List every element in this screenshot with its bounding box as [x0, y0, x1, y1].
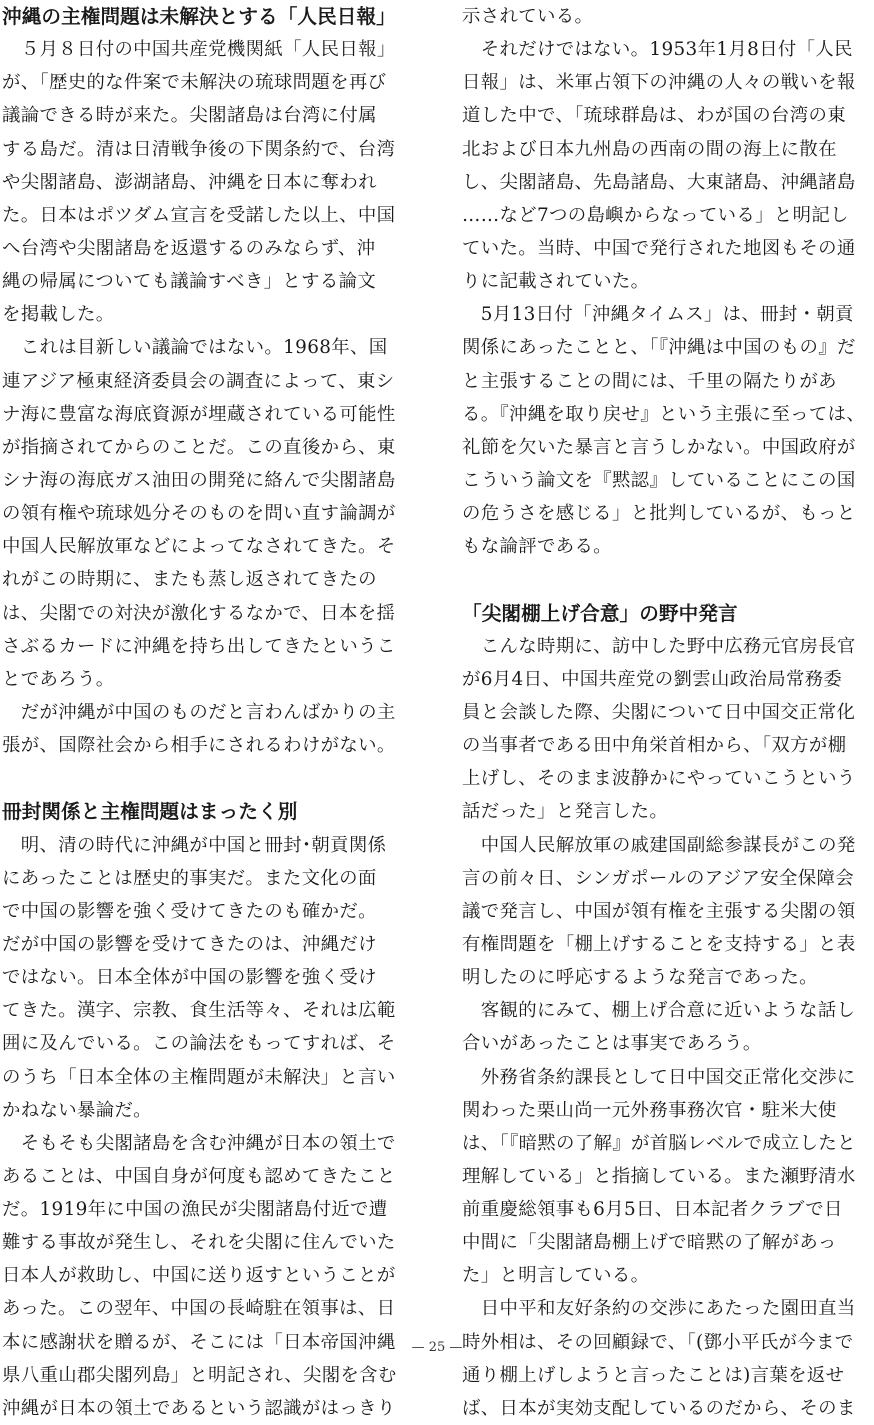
- text-line: 話だった」と発言した。: [462, 801, 669, 823]
- section-heading: 「尖閣棚上げ合意」の野中発言: [462, 601, 738, 625]
- text-line: だが中国の影響を受けてきたのは、沖縄だけ: [2, 933, 377, 955]
- text-line: あることは、中国自身が何度も認めてきたこと: [2, 1165, 396, 1187]
- text-line: てきた。漢字、宗教、食生活等々、それは広範: [2, 1000, 396, 1022]
- text-line: 中国人民解放軍などによってなされてきた。そ: [2, 536, 396, 558]
- text-line: ではない。日本全体が中国の影響を強く受け: [2, 967, 377, 989]
- text-line: で中国の影響を強く受けてきたのも確かだ。: [2, 900, 377, 922]
- text-line: もな論評である。: [462, 536, 612, 558]
- text-line: だが沖縄が中国のものだと言わんばかりの主: [2, 701, 396, 723]
- text-line: 日中平和友好条約の交渉にあたった園田直当: [462, 1298, 856, 1320]
- right-column: [462, 0, 872, 1425]
- text-line: 関係にあったことと、「『沖縄は中国のもの』だ: [462, 337, 856, 359]
- text-line: が指摘されてからのことだ。この直後から、東: [2, 436, 396, 458]
- text-line: シナ海の海底ガス油田の開発に絡んで尖閣諸島: [2, 469, 396, 491]
- text-line: 言の前々日、シンガポールのアジア安全保障会: [462, 867, 854, 889]
- text-line: 県八重山郡尖閣列島」と明記され、尖閣を含む: [2, 1364, 397, 1386]
- text-line: 客観的にみて、棚上げ合意に近いような話し: [462, 1000, 856, 1022]
- text-line: のうち「日本全体の主権問題が未解決」と言い: [2, 1066, 396, 1088]
- text-line: 関わった栗山尚一元外務事務次官・駐米大使: [462, 1099, 837, 1121]
- text-line: かねない暴論だ。: [2, 1099, 152, 1121]
- text-line: ナ海に豊富な海底資源が埋蔵されている可能性: [2, 403, 396, 425]
- paragraph-gap: [2, 762, 412, 795]
- text-line: の当事者である田中角栄首相から、「双方が棚: [462, 735, 847, 757]
- text-line: 本に感謝状を贈るが、そこには「日本帝国沖縄: [2, 1331, 396, 1353]
- text-line: 通り棚上げしようと言ったことは)言葉を返せ: [462, 1364, 845, 1386]
- text-line: た。日本はポツダム宣言を受諾した以上、中国: [2, 204, 396, 226]
- text-line: だ。1919年に中国の漁民が尖閣諸島付近で遭: [2, 1199, 388, 1221]
- text-line: 囲に及んでいる。この論法をもってすれば、そ: [2, 1033, 396, 1055]
- text-line: の危うさを感じる」と批判しているが、もっと: [462, 503, 856, 525]
- text-line: それだけではない。1953年1月8日付「人民: [462, 39, 853, 61]
- text-line: 員と会談した際、尖閣について日中国交正常化: [462, 701, 856, 723]
- text-line: は、「『暗黙の了解』が首脳レベルで成立したと: [462, 1132, 856, 1154]
- text-line: ５月８日付の中国共産党機関紙「人民日報」: [2, 39, 396, 61]
- text-line: は、尖閣での対決が激化するなかで、日本を揺: [2, 602, 396, 624]
- text-line: そもそも尖閣諸島を含む沖縄が日本の領土で: [2, 1132, 396, 1154]
- text-line: 日報」は、米軍占領下の沖縄の人々の戦いを報: [462, 72, 856, 94]
- text-line: こんな時期に、訪中した野中広務元官房長官: [462, 635, 856, 657]
- text-line: にあったことは歴史的事実だ。また文化の面: [2, 867, 377, 889]
- text-line: 明、清の時代に沖縄が中国と冊封･朝貢関係: [2, 834, 387, 856]
- text-line: 時外相は、その回顧録で、「(鄧小平氏が今まで: [462, 1331, 854, 1353]
- left-column: [2, 0, 412, 1425]
- text-line: の領有権や琉球処分そのものを問い直す論調が: [2, 503, 396, 525]
- text-line: へ台湾や尖閣諸島を返還するのみならず、沖: [2, 237, 376, 259]
- text-line: これは目新しい議論ではない。1968年、国: [2, 337, 388, 359]
- section-heading: 沖縄の主権問題は未解決とする「人民日報」: [2, 5, 396, 28]
- text-line: ……など7つの島嶼からなっている」と明記し: [462, 204, 849, 226]
- text-line: 理解している」と指摘している。また瀬野清水: [462, 1165, 856, 1187]
- text-line: 連アジア極東経済委員会の調査によって、東シ: [2, 370, 395, 392]
- text-line: と主張することの間には、千里の隔たりがあ: [462, 370, 837, 392]
- text-line: 合いがあったことは事実であろう。: [462, 1033, 762, 1055]
- text-line: 日本人が救助し、中国に送り返すということが: [2, 1265, 396, 1287]
- text-line: 張が、国際社会から相手にされるわけがない。: [2, 735, 396, 757]
- text-line: 議で発言し、中国が領有権を主張する尖閣の領: [462, 900, 856, 922]
- text-line: 道した中で、「琉球群島は、わが国の台湾の東: [462, 105, 846, 127]
- text-line: 北および日本九州島の西南の間の海上に散在: [462, 138, 837, 160]
- text-line: ていた。当時、中国で発行された地図もその通: [462, 237, 856, 259]
- paragraph-gap: [462, 563, 872, 596]
- text-line: 外務省条約課長として日中国交正常化交渉に: [462, 1066, 856, 1088]
- text-line: 上げし、そのまま波静かにやっていこうという: [462, 768, 856, 790]
- text-line: 有権問題を「棚上げすることを支持する」と表: [462, 933, 856, 955]
- text-line: や尖閣諸島、澎湖諸島、沖縄を日本に奪われ: [2, 171, 377, 193]
- text-line: する島だ。清は日清戦争後の下関条約で、台湾: [2, 138, 396, 160]
- text-line: を掲載した。: [2, 304, 115, 326]
- text-line: 沖縄が日本の領土であるという認識がはっきり: [2, 1397, 396, 1419]
- text-line: こういう論文を『黙認』していることにこの国: [462, 469, 856, 491]
- text-line: が、「歴史的な件案で未解決の琉球問題を再び: [2, 72, 387, 94]
- text-line: 明したのに呼応するような発言であった。: [462, 967, 818, 989]
- text-line: た」と明言している。: [462, 1265, 650, 1287]
- text-line: し、尖閣諸島、先島諸島、大東諸島、沖縄諸島: [462, 171, 856, 193]
- section-heading: 冊封関係と主権問題はまったく別: [2, 800, 298, 824]
- text-line: 中間に「尖閣諸島棚上げで暗黙の了解があっ: [462, 1232, 837, 1254]
- text-line: ば、日本が実効支配しているのだから、そのま: [462, 1397, 856, 1419]
- page-number: — 25 —: [411, 1340, 463, 1355]
- text-line: さぶるカードに沖縄を持ち出してきたというこ: [2, 635, 396, 657]
- text-line: 難する事故が発生し、それを尖閣に住んでいた: [2, 1232, 396, 1254]
- text-line: 縄の帰属についても議論すべき」とする論文: [2, 271, 377, 293]
- text-line: あった。この翌年、中国の長崎駐在領事は、日: [2, 1298, 396, 1320]
- text-line: 示されている。: [462, 6, 594, 27]
- text-line: れがこの時期に、またも蒸し返されてきたの: [2, 569, 377, 591]
- text-line: 議論できる時が来た。尖閣諸島は台湾に付属: [2, 105, 377, 127]
- text-line: 中国人民解放軍の戚建国副総参謀長がこの発: [462, 834, 856, 856]
- text-line: る。『沖縄を取り戻せ』という主張に至っては、: [462, 403, 866, 425]
- text-line: 礼節を欠いた暴言と言うしかない。中国政府が: [462, 436, 856, 458]
- text-line: とであろう。: [2, 668, 115, 690]
- text-line: が6月4日、中国共産党の劉雲山政治局常務委: [462, 668, 843, 690]
- text-line: りに記載されていた。: [462, 271, 650, 293]
- text-line: 前重慶総領事も6月5日、日本記者クラブで日: [462, 1199, 843, 1221]
- text-line: 5月13日付「沖縄タイムス」は、冊封・朝貢: [462, 304, 854, 326]
